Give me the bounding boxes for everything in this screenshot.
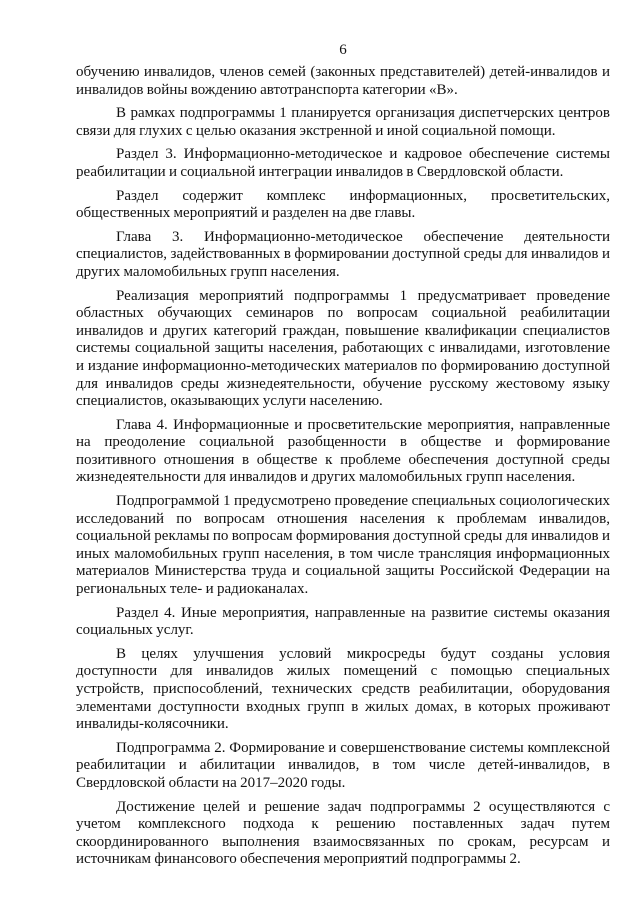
- paragraph-continuation: обучению инвалидов, членов семей (законных представителей) детей-инвалидов и инвалидов войны вождению автотранспорта категории «В».: [76, 64, 610, 98]
- chapter-4-heading: Глава 4. Информационные и просветительские мероприятия, направленные на преодоление социальной разобщенности в обществе и формирование позитивного отношения в обществе к проблеме обеспечения доступной среды жизнедеятельности для инвалидов и других маломобильных групп населения.: [76, 416, 610, 486]
- chapter-3-heading: Глава 3. Информационно-методическое обеспечение деятельности специалистов, задействованных в формировании доступной среды для инвалидов и других маломобильных групп населения.: [76, 228, 610, 280]
- document-page: [76, 41, 610, 875]
- page-number: 6: [339, 42, 347, 58]
- paragraph-microenvironment: В целях улучшения условий микросреды будут созданы условия доступности для инвалидов жилых помещений с помощью специальных устройств, приспособлений, технических средств реабилитации, оборудования элементами доступности входных групп в жилых домах, в которых проживают инвалиды-колясочники.: [76, 645, 610, 733]
- paragraph-subprogram-2-goals: Достижение целей и решение задач подпрограммы 2 осуществляются с учетом комплексного подхода к решению поставленных задач путем скоординированного выполнения взаимосвязанных по срокам, ресурсам и источникам финансового обеспечения мероприятий подпрограммы 2.: [76, 798, 610, 868]
- section-4-heading: Раздел 4. Иные мероприятия, направленные на развитие системы оказания социальных услуг.: [76, 604, 610, 639]
- paragraph-sociological-research: Подпрограммой 1 предусмотрено проведение специальных социологических исследований по вопросам отношения населения к проблемам инвалидов, социальной рекламы по вопросам формирования доступной среды для инвалидов и иных маломобильных групп населения, в том числе трансляция информационных материалов Министерства труда и социальной защиты Российской Федерации на региональных теле- и радиоканалах.: [76, 493, 610, 598]
- paragraph-dispatch-centers: В рамках подпрограммы 1 планируется организация диспетчерских центров связи для глухих с целью оказания экстренной и иной социальной помощи.: [76, 105, 610, 139]
- section-3-heading: Раздел 3. Информационно-методическое и кадровое обеспечение системы реабилитации и социальной интеграции инвалидов в Свердловской области.: [76, 146, 610, 180]
- document-body: [76, 64, 610, 869]
- subprogram-2-heading: Подпрограмма 2. Формирование и совершенствование системы комплексной реабилитации и абилитации инвалидов, в том числе детей-инвалидов, в Свердловской области на 2017–2020 годы.: [76, 739, 610, 791]
- paragraph-seminars: Реализация мероприятий подпрограммы 1 предусматривает проведение областных обучающих семинаров по вопросам социальной реабилитации инвалидов и других категорий граждан, повышение квалификации специалистов системы социальной защиты населения, работающих с инвалидами, изготовление и издание информационно-методических материалов по формированию доступной для инвалидов среды жизнедеятельности, обучение русскому жестовому языку специалистов, оказывающих услуги населению.: [76, 287, 610, 410]
- paragraph-section-3-summary: Раздел содержит комплекс информационных, просветительских, общественных мероприятий и разделен на две главы.: [76, 187, 610, 222]
